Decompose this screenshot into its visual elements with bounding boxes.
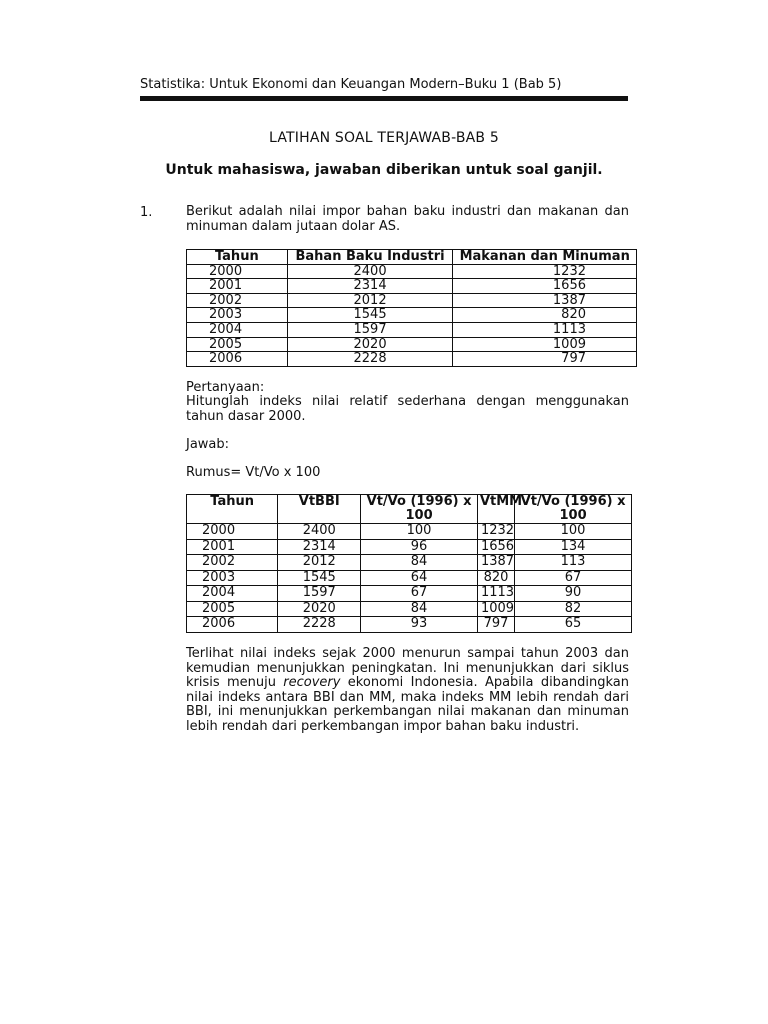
table-cell: 2004	[187, 322, 288, 337]
table-cell: 1232	[453, 264, 637, 279]
table-cell: 2012	[278, 555, 361, 571]
table-cell: 1597	[287, 322, 453, 337]
table-cell: 64	[361, 570, 478, 586]
conclusion-text-start: Terlihat nilai indeks sejak 2000 menurun sampai tahun 2003 dan kemudian menunjukkan peningkatan. Ini menunjukkan dari siklus krisis menuju	[186, 646, 629, 690]
table-cell: 90	[515, 586, 632, 602]
conclusion-text-end: ekonomi Indonesia. Apabila dibandingkan nilai indeks antara BBI dan MM, maka indeks MM lebih rendah dari BBI, ini menunjukkan perkembangan nilai makanan dan minuman lebih rendah dari perkembangan impor bahan baku industri.	[186, 675, 630, 734]
header-tahun: Tahun	[187, 495, 278, 524]
table-cell: 1009	[477, 601, 514, 617]
table-cell: 2005	[187, 601, 278, 617]
table-row	[187, 617, 632, 633]
table-cell: 2005	[187, 337, 288, 352]
page-subtitle: Untuk mahasiswa, jawaban diberikan untuk soal ganjil.	[165, 162, 603, 178]
table-cell: 2001	[187, 539, 278, 555]
table-cell: 2314	[278, 539, 361, 555]
table-row	[187, 308, 637, 323]
conclusion-paragraph	[186, 647, 629, 734]
table-cell: 2002	[187, 555, 278, 571]
table-cell: 797	[453, 352, 637, 367]
table-cell: 134	[515, 539, 632, 555]
table-cell: 2228	[287, 352, 453, 367]
table-cell: 1597	[278, 586, 361, 602]
pertanyaan-label: Pertanyaan:	[186, 380, 265, 395]
table-row	[187, 539, 632, 555]
table-cell: 2020	[287, 337, 453, 352]
header-rule	[140, 96, 628, 101]
table-cell: 2003	[187, 570, 278, 586]
table-cell: 2000	[187, 524, 278, 540]
table-cell: 2228	[278, 617, 361, 633]
header-makanan-dan-minuman: Makanan dan Minuman	[453, 250, 637, 265]
page-title: LATIHAN SOAL TERJAWAB-BAB 5	[269, 130, 499, 146]
header-index-bbi: Vt/Vo (1996) x 100	[361, 495, 478, 524]
table-cell: 2000	[187, 264, 288, 279]
table-cell: 2006	[187, 617, 278, 633]
table-row	[187, 322, 637, 337]
table-cell: 67	[515, 570, 632, 586]
table-cell: 2400	[287, 264, 453, 279]
table-cell: 1387	[477, 555, 514, 571]
table-row	[187, 264, 637, 279]
header-index-mm: Vt/Vo (1996) x 100	[515, 495, 632, 524]
table-cell: 797	[477, 617, 514, 633]
header-bahan-baku-industri: Bahan Baku Industri	[287, 250, 453, 265]
table-cell: 2400	[278, 524, 361, 540]
table-row	[187, 293, 637, 308]
table-cell: 2314	[287, 279, 453, 294]
table-cell: 1545	[287, 308, 453, 323]
question-number: 1.	[140, 205, 153, 220]
table-cell: 84	[361, 555, 478, 571]
table-cell: 93	[361, 617, 478, 633]
table-row	[187, 570, 632, 586]
table-cell: 100	[361, 524, 478, 540]
table-cell: 820	[453, 308, 637, 323]
pertanyaan-text: Hitunglah indeks nilai relatif sederhana dengan menggunakan tahun dasar 2000.	[186, 394, 629, 424]
conclusion-italic-term: recovery	[283, 675, 341, 690]
formula: Rumus= Vt/Vo x 100	[186, 465, 321, 480]
header-vt-mm: VtMM	[477, 495, 514, 524]
table-cell: 2003	[187, 308, 288, 323]
table-cell: 2012	[287, 293, 453, 308]
table-header-row	[187, 250, 637, 265]
table-cell: 2020	[278, 601, 361, 617]
index-table	[186, 494, 632, 633]
table-cell: 1113	[453, 322, 637, 337]
table-cell: 2004	[187, 586, 278, 602]
table-cell: 96	[361, 539, 478, 555]
header-tahun: Tahun	[187, 250, 288, 265]
table-cell: 2006	[187, 352, 288, 367]
table-cell: 2002	[187, 293, 288, 308]
table-cell: 1009	[453, 337, 637, 352]
table-row	[187, 601, 632, 617]
running-header: Statistika: Untuk Ekonomi dan Keuangan Modern–Buku 1 (Bab 5)	[140, 77, 562, 92]
table-cell: 1656	[453, 279, 637, 294]
table-cell: 820	[477, 570, 514, 586]
table-row	[187, 352, 637, 367]
table-cell: 67	[361, 586, 478, 602]
table-cell: 1656	[477, 539, 514, 555]
question-text: Berikut adalah nilai impor bahan baku industri dan makanan dan minuman dalam jutaan dolar AS.	[186, 204, 629, 234]
table-row	[187, 555, 632, 571]
table-header-row	[187, 495, 632, 524]
table-cell: 1545	[278, 570, 361, 586]
table-cell: 1113	[477, 586, 514, 602]
header-vt-bbi: VtBBI	[278, 495, 361, 524]
table-cell: 2001	[187, 279, 288, 294]
table-row	[187, 337, 637, 352]
table-row	[187, 279, 637, 294]
table-cell: 100	[515, 524, 632, 540]
table-cell: 84	[361, 601, 478, 617]
table-row	[187, 586, 632, 602]
table-cell: 82	[515, 601, 632, 617]
table-cell: 113	[515, 555, 632, 571]
jawab-label: Jawab:	[186, 437, 230, 452]
table-cell: 1232	[477, 524, 514, 540]
table-row	[187, 524, 632, 540]
table-cell: 1387	[453, 293, 637, 308]
table-cell: 65	[515, 617, 632, 633]
import-value-table	[186, 249, 637, 367]
